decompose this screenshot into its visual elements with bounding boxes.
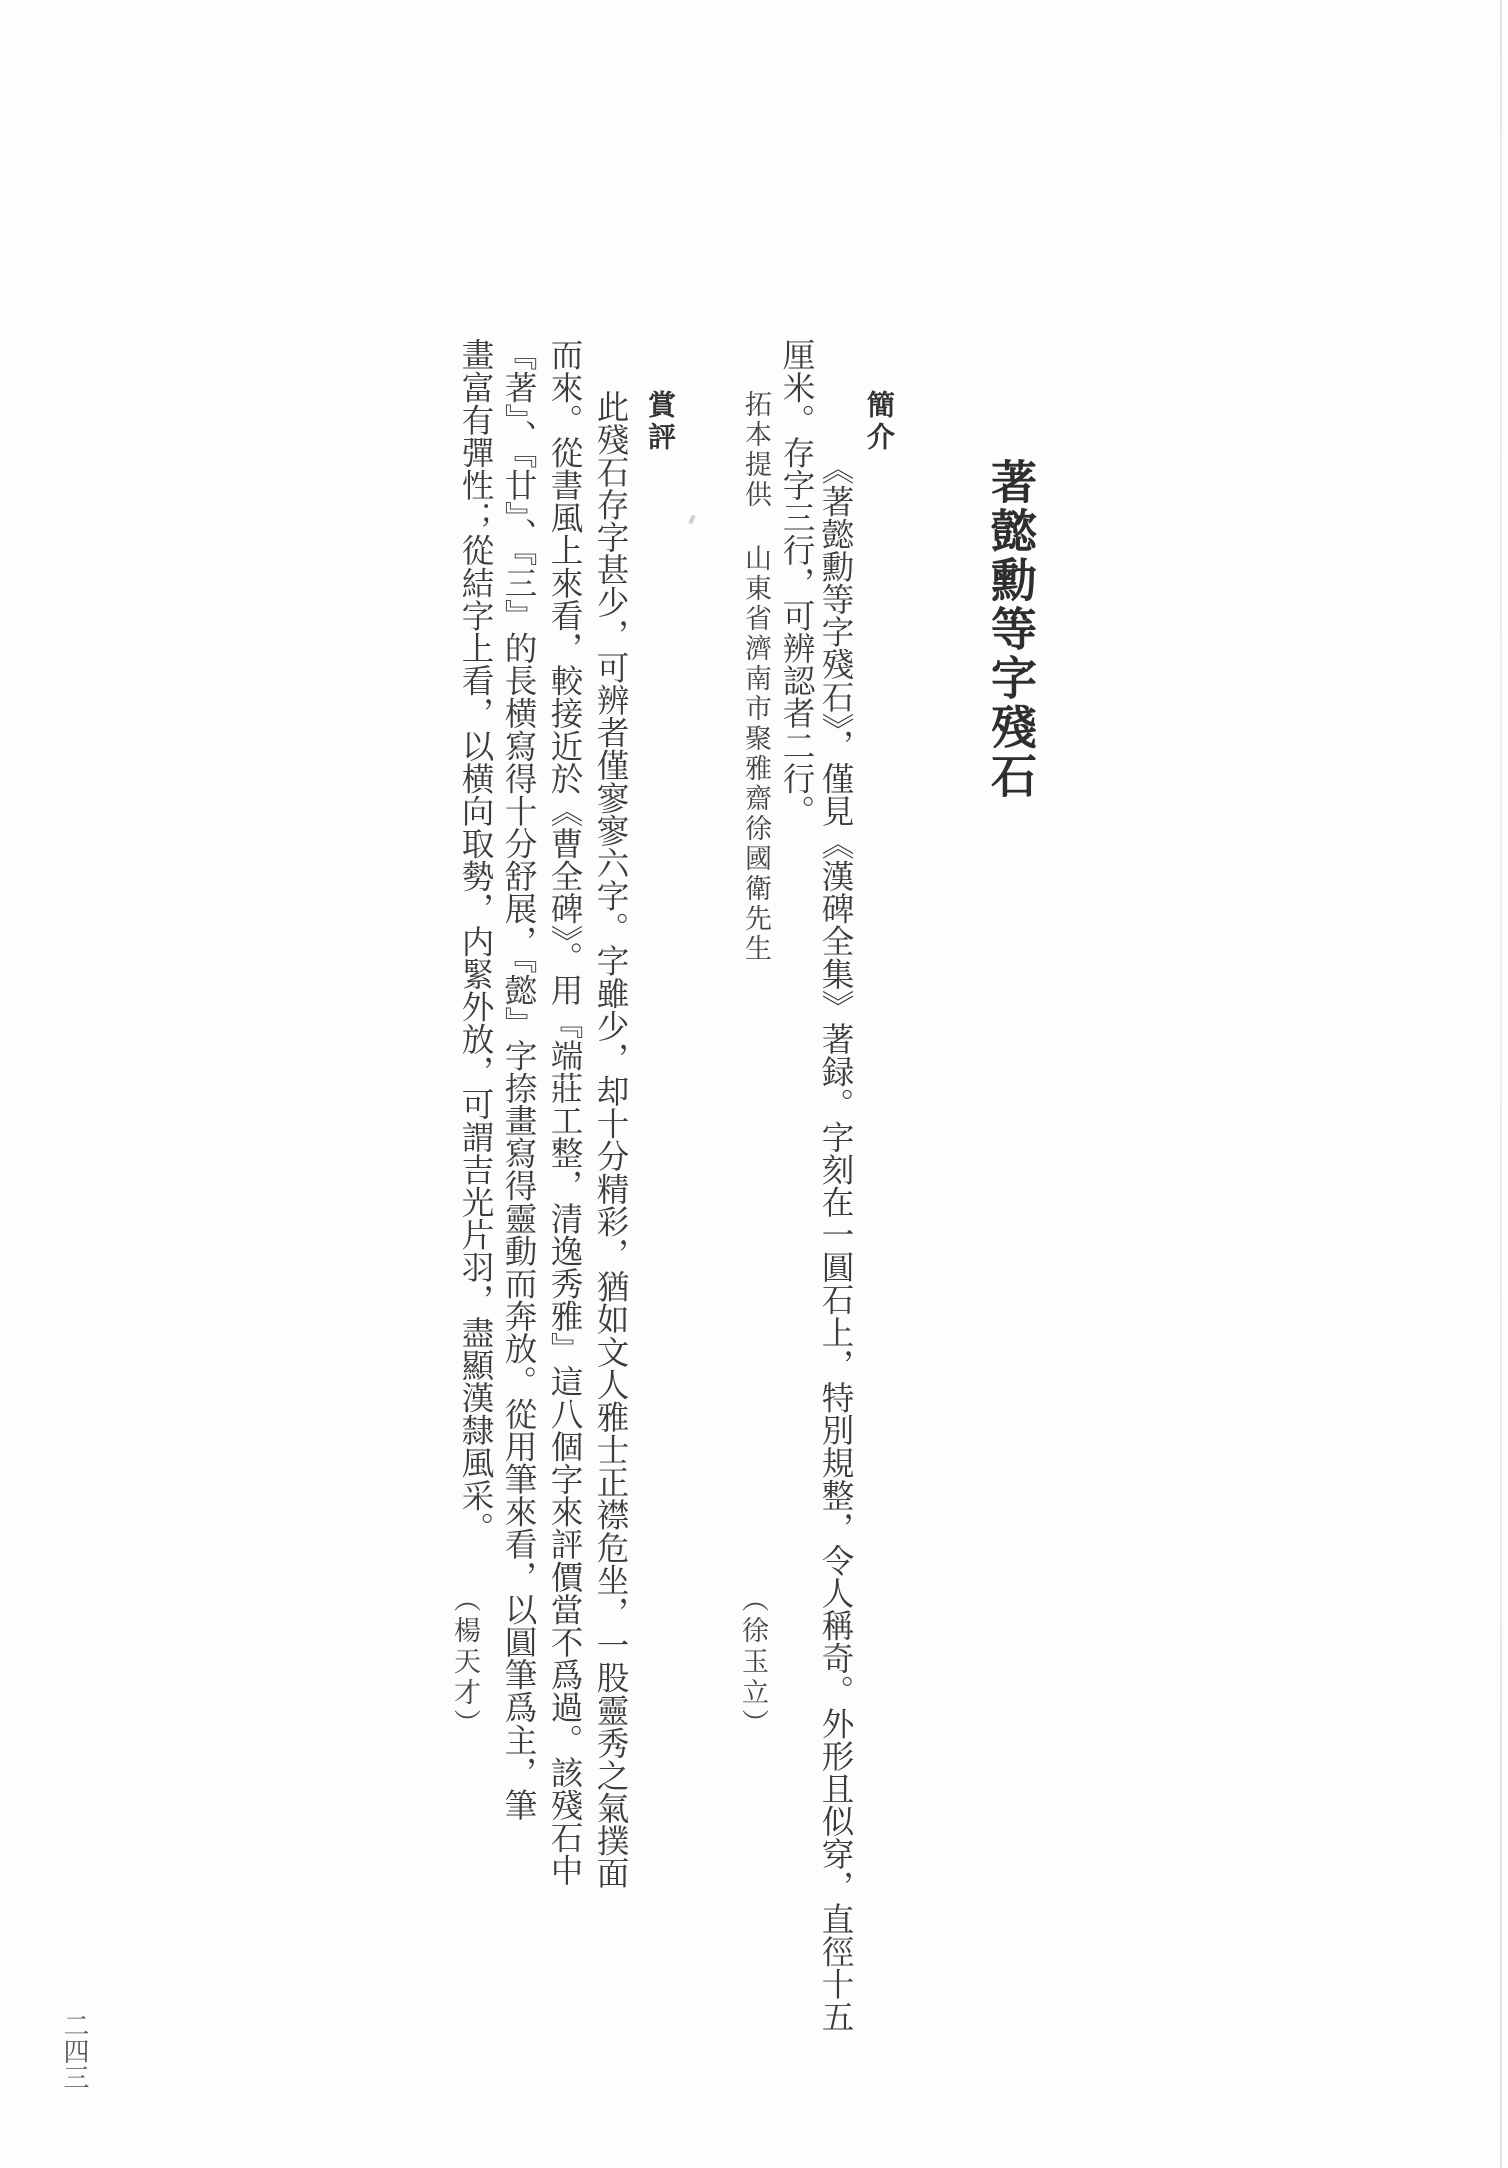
source-label: 拓本提供 <box>740 390 771 510</box>
page-number: 二四三 <box>59 2012 89 2090</box>
intro-line-2: 厘米。存字三行，可辨認者二行。 <box>777 338 816 827</box>
page-title: 著懿勳等字殘石 <box>984 458 1038 801</box>
rubbing-source <box>736 390 775 964</box>
intro-author: （徐玉立） <box>737 1585 768 1740</box>
intro-line-1: 《著懿勳等字殘石》，僅見《漢碑全集》著録。字刻在一圓石上，特別規整，令人稱奇。外形且似穿，直徑十五 <box>816 452 855 2033</box>
commentary-line-2: 而來。從書風上來看，較接近於《曹全碑》。用『端莊工整，清逸秀雅』這八個字來評價當不爲過。該殘石中 <box>545 338 584 1887</box>
scan-speck <box>688 515 695 525</box>
commentary-heading: 賞評 <box>644 390 677 454</box>
commentary-line-4: 畫富有彈性；從結字上看，以横向取勢，内緊外放，可謂吉光片羽，盡顯漢隸風采。 <box>456 338 495 1544</box>
commentary-author: （楊天才） <box>449 1585 480 1740</box>
page-edge-shadow <box>1500 0 1502 2168</box>
intro-heading: 簡介 <box>863 390 896 454</box>
commentary-line-3: 『著』、『廿』、『三』的長横寫得十分舒展，『懿』字捺畫寫得靈動而奔放。從用筆來看，以圓筆爲主，筆 <box>499 338 538 1821</box>
commentary-line-1: 此殘石存字甚少，可辨者僅寥寥六字。字雖少，却十分精彩，猶如文人雅士正襟危坐，一股靈秀之氣撲面 <box>591 390 630 1890</box>
source-value: 山東省濟南市聚雅齋徐國衛先生 <box>740 544 771 964</box>
